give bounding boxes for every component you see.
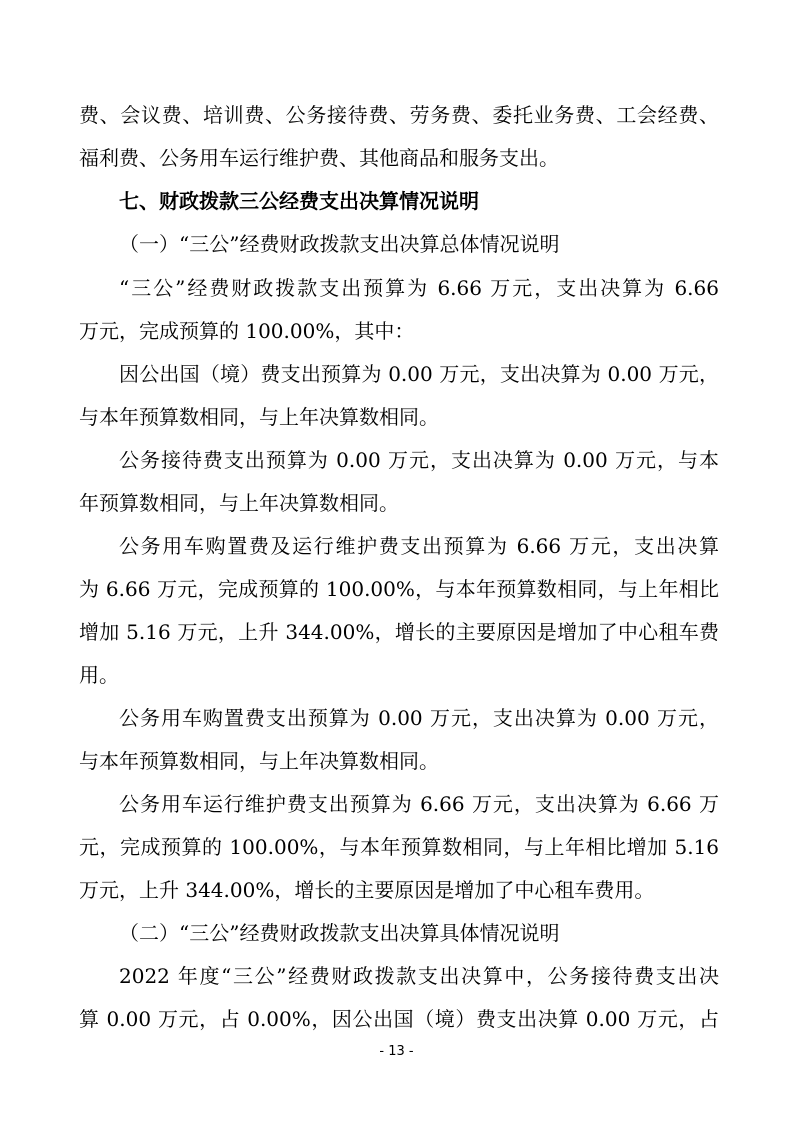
body-text-line: 费、会议费、培训费、公务接待费、劳务费、委托业务费、工会经费、 [79, 103, 719, 127]
body-text-line: 福利费、公务用车运行维护费、其他商品和服务支出。 [79, 146, 559, 170]
body-text-line: 公务用车购置费及运行维护费支出预算为 6.66 万元，支出决算 [119, 534, 719, 558]
body-text-line: 与本年预算数相同，与上年决算数相同。 [79, 405, 439, 429]
body-text-line: 用。 [79, 663, 119, 687]
body-text-line: 年预算数相同，与上年决算数相同。 [79, 491, 399, 515]
body-text-line: 增加 5.16 万元，上升 344.00%，增长的主要原因是增加了中心租车费 [79, 620, 719, 644]
body-text-line: 因公出国（境）费支出预算为 0.00 万元，支出决算为 0.00 万元， [119, 362, 719, 386]
subsection-heading: （一）“三公”经费财政拨款支出决算总体情况说明 [119, 232, 560, 256]
section-heading: 七、财政拨款三公经费支出决算情况说明 [119, 189, 479, 213]
body-text-line: 万元，上升 344.00%，增长的主要原因是增加了中心租车费用。 [79, 878, 655, 902]
body-text-line: 算 0.00 万元，占 0.00%，因公出国（境）费支出决算 0.00 万元，占 [79, 1007, 719, 1031]
page-number: - 13 - [379, 1044, 414, 1059]
body-text-line: 为 6.66 万元，完成预算的 100.00%，与本年预算数相同，与上年相比 [79, 577, 719, 601]
body-text-line: 公务接待费支出预算为 0.00 万元，支出决算为 0.00 万元，与本 [119, 448, 719, 472]
body-text-line: 万元，完成预算的 100.00%，其中： [79, 319, 415, 343]
body-text-line: 2022 年度“三公”经费财政拨款支出决算中，公务接待费支出决 [119, 964, 719, 988]
body-text-line: 公务用车购置费支出预算为 0.00 万元，支出决算为 0.00 万元， [119, 706, 719, 730]
body-text-line: 与本年预算数相同，与上年决算数相同。 [79, 749, 439, 773]
body-text-line: 元，完成预算的 100.00%，与本年预算数相同，与上年相比增加 5.16 [79, 835, 719, 859]
body-text-line: “三公”经费财政拨款支出预算为 6.66 万元，支出决算为 6.66 [119, 276, 719, 300]
body-text-line: 公务用车运行维护费支出预算为 6.66 万元，支出决算为 6.66 万 [119, 792, 719, 816]
subsection-heading: （二）“三公”经费财政拨款支出决算具体情况说明 [119, 921, 560, 945]
